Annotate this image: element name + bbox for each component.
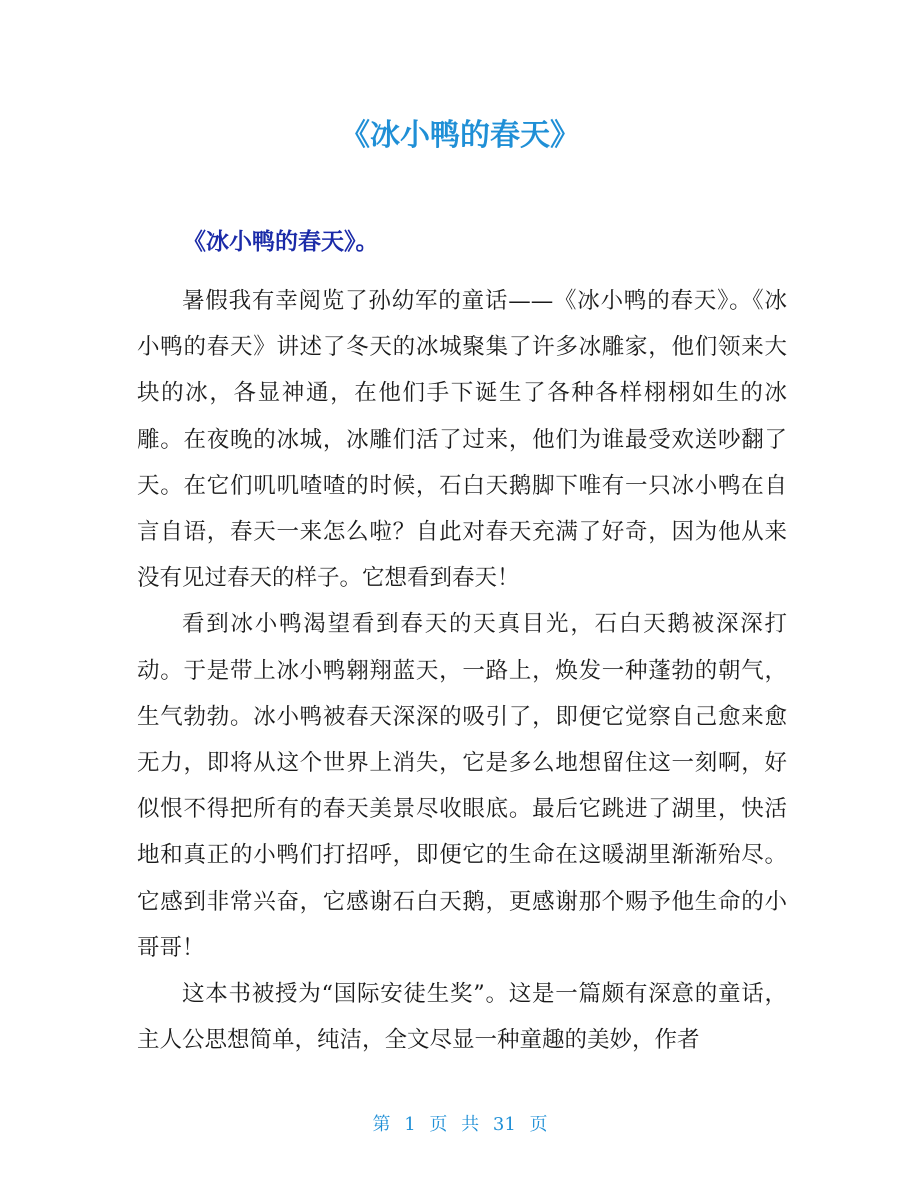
footer-total-pages: 31 bbox=[492, 1114, 516, 1135]
paragraph-2: 看到冰小鸭渴望看到春天的天真目光，石白天鹅被深深打动。于是带上冰小鸭翱翔蓝天，一路上，焕发一种蓬勃的朝气，生气勃勃。冰小鸭被春天深深的吸引了，即便它觉察自己愈来愈无力，即将从这个世界上消失，它是多么地想留住这一刻啊，好似恨不得把所有的春天美景尽收眼底。最后它跳进了湖里，快活地和真正的小鸭们打招呼，即便它的生命在这暖湖里渐渐殆尽。它感到非常兴奋，它感谢石白天鹅，更感谢那个赐予他生命的小哥哥！ bbox=[137, 611, 787, 961]
footer-total-label: 共 bbox=[461, 1114, 480, 1135]
footer-page-unit: 页 bbox=[429, 1114, 448, 1135]
paragraph-3: 这本书被授为“国际安徒生奖”。这是一篇颇有深意的童话，主人公思想简单，纯洁，全文尽显一种童趣的美妙，作者 bbox=[137, 981, 787, 1054]
document-subtitle: 《冰小鸭的春天》。 bbox=[183, 229, 379, 255]
document-title: 《冰小鸭的春天》 bbox=[340, 118, 580, 153]
document-body bbox=[137, 278, 787, 1063]
footer-page-label: 第 bbox=[372, 1114, 391, 1135]
paragraph-1: 暑假我有幸阅览了孙幼军的童话——《冰小鸭的春天》。《冰小鸭的春天》讲述了冬天的冰城聚集了许多冰雕家，他们领来大块的冰，各显神通，在他们手下诞生了各种各样栩栩如生的冰雕。在夜晚的冰城，冰雕们活了过来，他们为谁最受欢送吵翻了天。在它们叽叽喳喳的时候，石白天鹅脚下唯有一只冰小鸭在自言自语，春天一来怎么啦？自此对春天充满了好奇，因为他从来没有见过春天的样子。它想看到春天！ bbox=[137, 288, 787, 592]
footer-current-page: 1 bbox=[404, 1114, 416, 1135]
page-footer bbox=[0, 1112, 920, 1138]
footer-total-unit: 页 bbox=[529, 1114, 548, 1135]
